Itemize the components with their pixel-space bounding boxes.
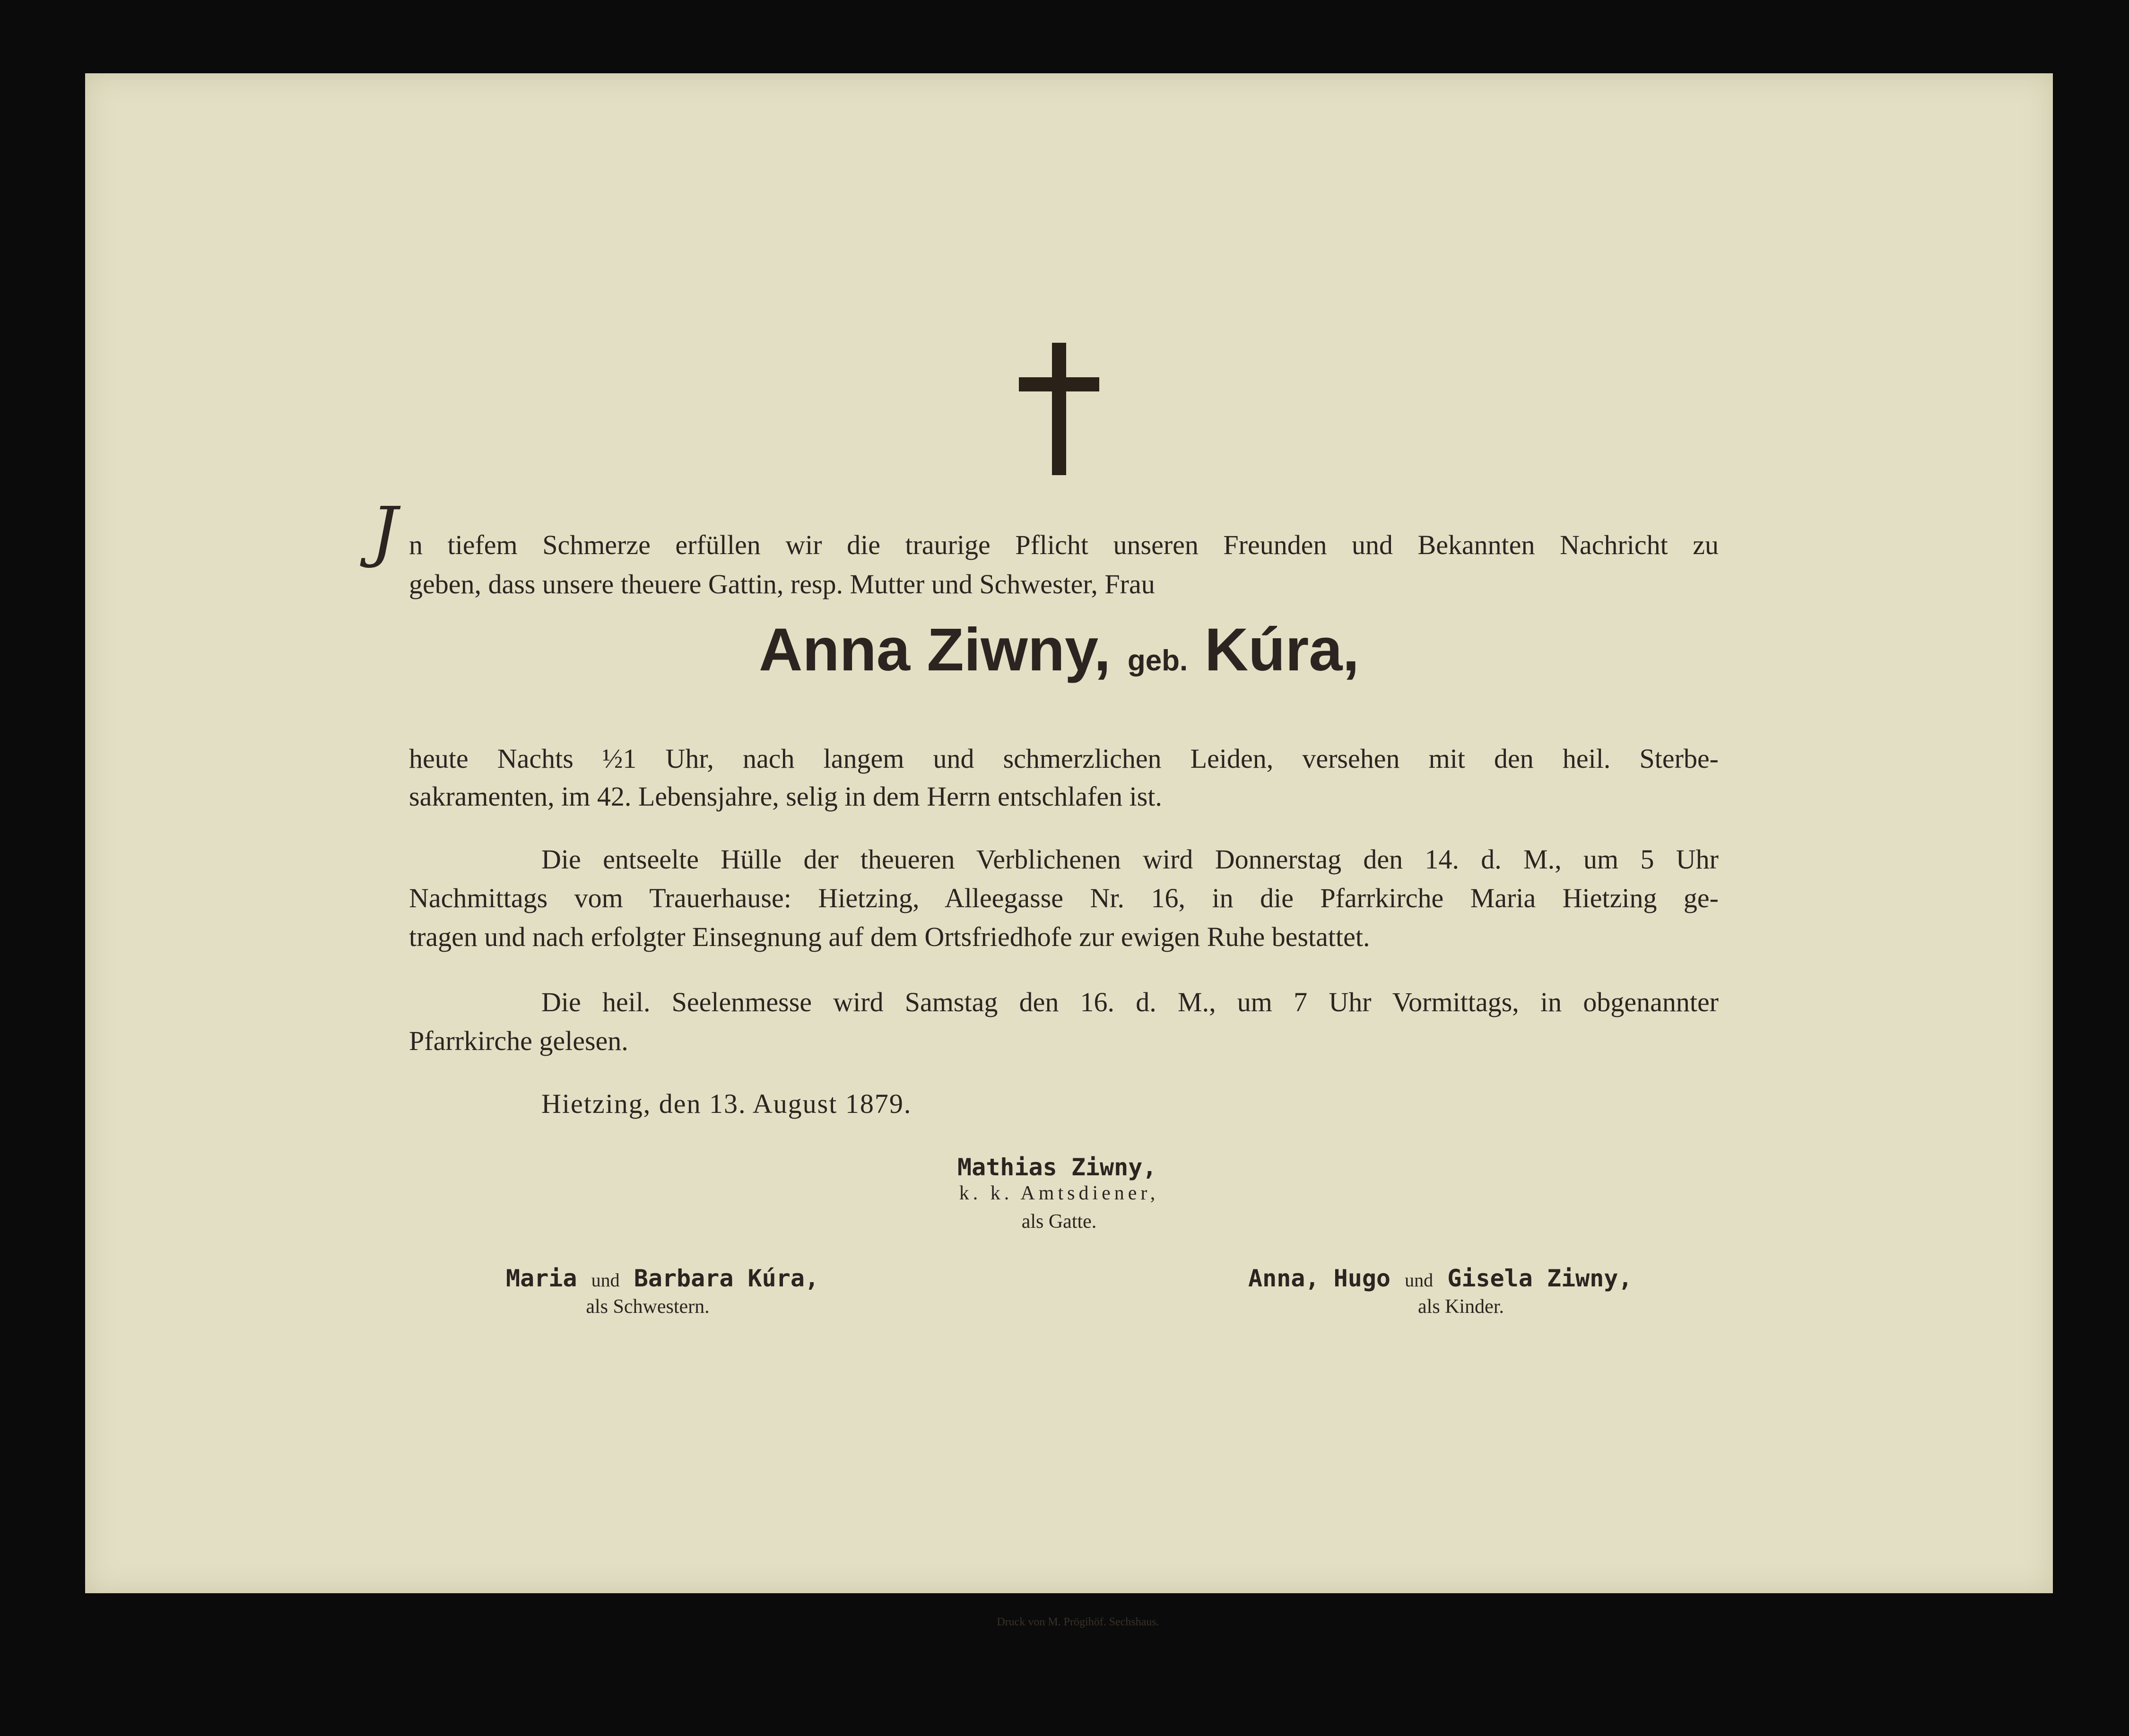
intro-line-2: geben, dass unsere theuere Gattin, resp. Mutter und Schwester, Frau (409, 569, 1155, 599)
geb-label: geb. (1127, 644, 1188, 677)
funeral-line-2: Nachmittags vom Trauerhause: Hietzing, Alleegasse Nr. 16, in die Pfarrkirche Maria Hietzing ge- (409, 883, 1719, 913)
death-notice-sheet (85, 73, 2053, 1593)
death-line-1: heute Nachts ½1 Uhr, nach langem und schmerzlichen Leiden, versehen mit den heil. Sterbe- (409, 743, 1719, 774)
mass-line-2: Pfarrkirche gelesen. (409, 1025, 628, 1056)
husband-title: k. k. Amtsdiener, (959, 1182, 1159, 1204)
children-role: als Kinder. (1418, 1296, 1504, 1318)
children-names: Anna, Hugo und Gisela Ziwny, (1248, 1265, 1633, 1292)
funeral-line-3: tragen und nach erfolgter Einsegnung auf dem Ortsfriedhofe zur ewigen Ruhe bestattet. (409, 921, 1370, 952)
husband-name: Mathias Ziwny, (957, 1154, 1157, 1181)
deceased-name: Anna Ziwny, geb. Kúra, (758, 616, 1360, 684)
maiden-name: Kúra, (1204, 616, 1360, 684)
place-date: Hietzing, den 13. August 1879. (541, 1088, 912, 1119)
sisters-names: Maria und Barbara Kúra, (506, 1265, 819, 1292)
intro-line-1: n tiefem Schmerze erfüllen wir die traurige Pflicht unseren Freunden und Bekannten Nachricht zu (409, 529, 1719, 560)
decorative-initial: J (371, 493, 398, 570)
husband-role: als Gatte. (1021, 1211, 1097, 1233)
cross-icon (1019, 343, 1099, 475)
mass-line-1: Die heil. Seelenmesse wird Samstag den 16. d. M., um 7 Uhr Vormittags, in obgenannter (541, 987, 1719, 1017)
printer-imprint: Druck von M. Prögihöf. Sechshaus. (997, 1616, 1159, 1628)
sisters-role: als Schwestern. (586, 1296, 710, 1318)
death-line-2: sakramenten, im 42. Lebensjahre, selig in dem Herrn entschlafen ist. (409, 781, 1162, 812)
funeral-line-1: Die entseelte Hülle der theueren Verblichenen wird Donnerstag den 14. d. M., um 5 Uhr (541, 844, 1719, 875)
